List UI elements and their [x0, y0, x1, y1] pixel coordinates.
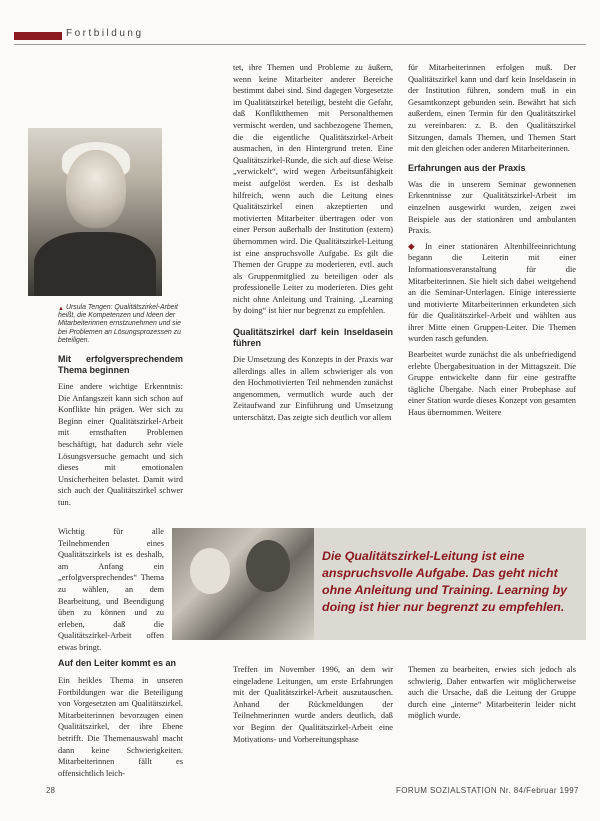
col2-paragraph-2: Die Umsetzung des Konzepts in der Praxis war allerdings alles in allem schwieriger als von den Hochmotivierten Teil nehmenden zunächst angenommen, vermutlich wurde auch der Zeitaufwand zur Einführung und Umsetzung unterschätzt. Das zeigte sich deutlich vor allem — [233, 355, 393, 423]
column-2 — [233, 62, 393, 428]
portrait-photo — [28, 128, 162, 296]
journal-footer: FORUM SOZIALSTATION Nr. 84/Februar 1997 — [396, 786, 579, 795]
pull-quote: Die Qualitätszirkel-Leitung ist eine anspruchsvolle Aufgabe. Das geht nicht ohne Anleitung und Training. Learning by doing ist hier nur begrenzt zu empfehlen. — [322, 549, 568, 614]
diamond-bullet-icon: ◆ — [408, 241, 425, 251]
portrait-body — [34, 232, 156, 296]
page-number: 28 — [46, 786, 55, 795]
bottom-paragraph-3: Themen zu bearbeiten, erwies sich jedoch als schwierig. Daher entwarfen wir möglicherweise auch die Ursache, daß die Leitung der Gruppe durch eine „interne“ Mitarbeiterin leider nicht möglich wurde. — [408, 665, 576, 721]
group-photo — [172, 528, 314, 640]
header-rule — [14, 44, 586, 45]
pull-quote-box — [314, 528, 586, 640]
col2-paragraph: tet, ihre Themen und Probleme zu äußern, wenn keine Mitarbeiter anderer Bereiche bestimmt dabei sind. Sind dagegen Vorgesetzte im Qualitätszirkel beteiligt, besteht die Gefahr, daß Konfliktthemen mit Personalthemen vermischt werden, und sachbezogene Themen, die die eigentliche Qualitätszirkel-Arbeit ausmachen, in den Hintergrund treten. Eine Qualitätszirkel-Runde, die sich auf diese Weise „verwickelt“, wird wegen Arbeitsunfähigkeit meist aufgelöst werden. Es ist deshalb hilfreich, wenn auch die Leitung eines Qualitätszirkel einen akzeptierten und motivierten Mitarbeiter übertragen oder von einer Person außerhalb der Institution (extern) übernommen wird. Die Qualitätszirkel-Leitung ist eine anspruchsvolle Aufgabe. Es gilt die Themen der Gruppe zu moderieren, evtl. auch als Gruppenmitglied zu beteiligen oder als professionelle Leiter zu moderieren. Dies geht nicht ohne Anleitung und Training. „Learning by doing“ ist hier nur begrenzt zu empfehlen. — [233, 63, 393, 316]
bottom-column-3 — [408, 664, 576, 726]
section-title: Fortbildung — [66, 28, 144, 39]
col1-paragraph-2: Wichtig für alle Teilnehmenden eines Qualitätszirkels ist es deshalb, am Anfang ein „erfolgversprechendes“ Thema zu wählen, an dem Bearbeitung, und Beendigung üben zu können und zu erleben, daß die Qualitätszirkel-Arbeit offen etwas bringt. — [58, 527, 164, 652]
bottom-column-2 — [233, 664, 393, 749]
col3-paragraph-3-text: In einer stationären Altenhilfeeinrichtung begann die Leiterin mit einer Informationsveranstaltung für die Mitarbeiterinnen. Sie hielt sich dabei weitgehend an die Seminar-Unterlagen. Einige interessierte und motivierte Mitarbeiterinnen erkundeten sich für die Qualitätszirkel-Arbeit und wählten aus ihrer Mitte einen Gruppen-Leiter. Die Themen wurden rasch gefunden. — [408, 241, 576, 344]
caption-triangle-icon: ▲ — [58, 306, 64, 312]
column-1-cont — [58, 526, 164, 658]
section-bar — [14, 32, 62, 40]
group-photo-person-2 — [246, 540, 290, 592]
column-3 — [408, 62, 576, 423]
bottom-column-1 — [58, 658, 183, 783]
col3-paragraph-2: Was die in unserem Seminar gewonnenen Erkenntnisse zur Qualitätszirkel-Arbeit im einzelnen ausgewirkt wurden, zeigen zwei Beispiele aus der stationären und ambulanten Praxis. — [408, 179, 576, 236]
heading-leiter: Auf den Leiter kommt es an — [58, 658, 177, 668]
photo-caption: Ursula Tengen: Qualitätszirkel-Arbeit heißt, die Kompetenzen und Ideen der Mitarbeiterinnen ernstzunehmen und sie bei Problemen an Lösungsprozessen zu beteiligen. — [58, 304, 181, 344]
col3-paragraph-3 — [408, 241, 576, 345]
portrait-face — [66, 150, 126, 228]
group-photo-person-1 — [190, 548, 230, 594]
col3-paragraph-4: Bearbeitet wurde zunächst die als unbefriedigend erlebte Übergabesituation in der Mittagszeit. Die Gruppe entwickelte dann für eine gestraffte tägliche Übergabe. Nach einer Probephase auf einer Station wurde dieses Konzept von gesamten Haus übernommen. Weitere — [408, 350, 576, 418]
col3-paragraph: für Mitarbeiterinnen erfolgen muß. Der Qualitätszirkel kann und darf kein Inseldasein in der Institution führen, sondern muß in ein Gesamtkonzept gebunden sein. Bewährt hat sich außerdem, einen Termin für den Qualitätszirkel zu vereinbaren: z. B. den Qualitätszirkel Sitzungen, damals Themen, und Themen Start mit den gleichen oder anderen Mitarbeiterinnen. — [408, 63, 576, 154]
heading-thema: Mit erfolgversprechendem Thema beginnen — [58, 354, 183, 375]
col1-paragraph: Eine andere wichtige Erkenntnis: Die Anfangszeit kann sich schon auf Konflikte hin prägen. Wer sich zu Beginn einer Qualitätszirkel-Arbeit mit ernsthaften Problemen beschäftigt, hat dadurch sehr viele Lösungsversuche gemacht und sich dieses mit emotionalen Unsicherheiten belastet. Damit wird sich auch der Qualitätszirkel schwer tun. — [58, 382, 183, 507]
heading-praxis: Erfahrungen aus der Praxis — [408, 162, 526, 173]
bottom-paragraph-2: Treffen im November 1996, an dem wir eingeladene Leitungen, um erste Erfahrungen mit der Qualitätszirkel-Arbeit auszutauschen. Anhand der Rückmeldungen der Teilnehmerinnen wurde anders deutlich, daß vor Beginn der Qualitätszirkel-Arbeit eine Motivations- und Vorbereitungsphase — [233, 665, 393, 744]
bottom-paragraph-1: Ein heikles Thema in unseren Fortbildungen war die Beteiligung von Vorgesetzten am Qualitätszirkel. Mitarbeiterinnen bevorzugen einen Qualitätszirkel, der ihre Ebene betrifft. Die Themenauswahl macht dann keine Schwierigkeiten. Mitarbeiterinnen fällt es offensichtlich leich- — [58, 676, 183, 778]
column-1 — [58, 354, 183, 513]
heading-inseldasein: Qualitätszirkel darf kein Inseldasein führen — [233, 327, 393, 349]
